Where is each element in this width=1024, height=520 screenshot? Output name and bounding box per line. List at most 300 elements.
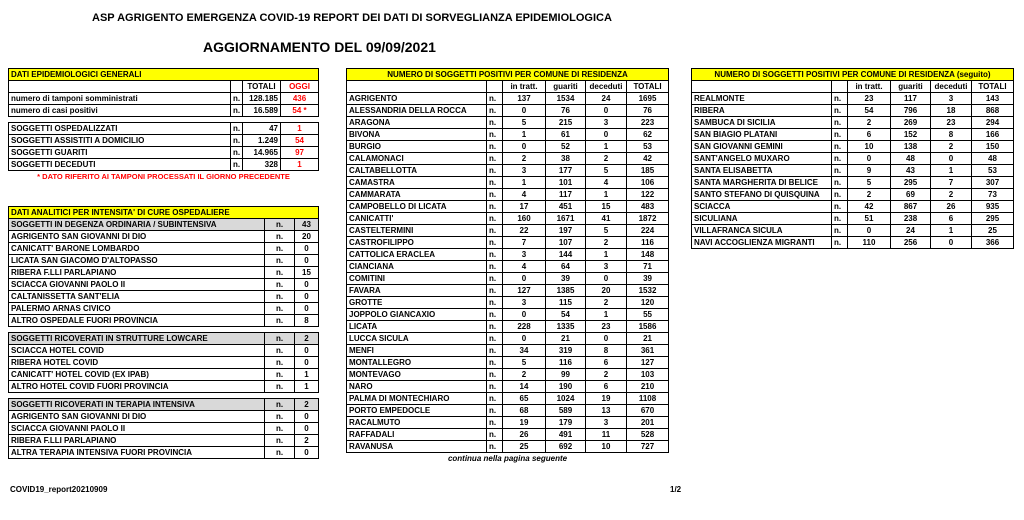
footer-filename: COVID19_report20210909	[10, 485, 108, 494]
in-trattamento: 3	[503, 297, 546, 309]
totale: 71	[627, 261, 669, 273]
guariti: 256	[891, 237, 931, 249]
table-row	[347, 417, 669, 429]
table-row	[347, 237, 669, 249]
comune-name: SAMBUCA DI SICILIA	[692, 117, 832, 129]
row-label: SCIACCA HOTEL COVID	[9, 345, 265, 357]
totale: 223	[627, 117, 669, 129]
comune-name: FAVARA	[347, 285, 487, 297]
table-row	[692, 237, 1014, 249]
in-trattamento: 4	[503, 189, 546, 201]
totale: 62	[627, 129, 669, 141]
table-row	[9, 423, 319, 435]
col-header: deceduti	[931, 81, 972, 93]
row-value: 0	[295, 255, 319, 267]
table-row	[9, 255, 319, 267]
row-unit: n.	[487, 177, 503, 189]
deceduti: 3	[586, 117, 627, 129]
guariti: 48	[891, 153, 931, 165]
guariti: 21	[546, 333, 586, 345]
totale: 210	[627, 381, 669, 393]
row-unit: n.	[265, 435, 295, 447]
row-label: AGRIGENTO SAN GIOVANNI DI DIO	[9, 411, 265, 423]
guariti: 692	[546, 441, 586, 453]
row-today: 54 *	[281, 105, 319, 117]
in-trattamento: 51	[848, 213, 891, 225]
table-row	[347, 225, 669, 237]
totale: 1108	[627, 393, 669, 405]
row-total: 14.965	[243, 147, 281, 159]
row-unit: n.	[487, 213, 503, 225]
row-unit: n.	[832, 201, 848, 213]
row-label: SCIACCA GIOVANNI PAOLO II	[9, 279, 265, 291]
guariti: 1385	[546, 285, 586, 297]
table-row	[347, 357, 669, 369]
row-unit: n.	[487, 345, 503, 357]
section-head-label: SOGGETTI RICOVERATI IN TERAPIA INTENSIVA	[9, 399, 265, 411]
row-unit: n.	[487, 297, 503, 309]
in-trattamento: 9	[848, 165, 891, 177]
in-trattamento: 6	[848, 129, 891, 141]
row-unit: n.	[487, 357, 503, 369]
row-unit: n.	[265, 231, 295, 243]
in-trattamento: 65	[503, 393, 546, 405]
guariti: 589	[546, 405, 586, 417]
in-trattamento: 5	[503, 357, 546, 369]
comune-name: REALMONTE	[692, 93, 832, 105]
in-trattamento: 1	[503, 177, 546, 189]
comuni-header-row	[692, 81, 1014, 93]
row-unit: n.	[265, 369, 295, 381]
totale: 76	[627, 105, 669, 117]
col-header: in tratt.	[503, 81, 546, 93]
row-total: 128.185	[243, 93, 281, 105]
table-row	[9, 147, 319, 159]
table-row	[9, 447, 319, 459]
row-unit: n.	[265, 381, 295, 393]
table-row	[347, 153, 669, 165]
totale: 1872	[627, 213, 669, 225]
row-value: 15	[295, 267, 319, 279]
col-header-totali: TOTALI	[243, 81, 281, 93]
totale: 150	[972, 141, 1014, 153]
row-unit: n.	[265, 267, 295, 279]
in-trattamento: 0	[503, 273, 546, 285]
guariti: 115	[546, 297, 586, 309]
totale: 116	[627, 237, 669, 249]
row-value: 0	[295, 411, 319, 423]
in-trattamento: 3	[503, 249, 546, 261]
section-head-row	[9, 219, 319, 231]
row-value: 2	[295, 435, 319, 447]
in-trattamento: 160	[503, 213, 546, 225]
table-row	[9, 123, 319, 135]
row-unit: n.	[265, 411, 295, 423]
deceduti: 5	[586, 225, 627, 237]
table-row	[347, 165, 669, 177]
row-unit: n.	[487, 417, 503, 429]
table-row	[347, 249, 669, 261]
row-unit: n.	[487, 321, 503, 333]
section-head-value: 2	[295, 333, 319, 345]
table-row	[347, 405, 669, 417]
row-label: CANICATT' BARONE LOMBARDO	[9, 243, 265, 255]
totale: 103	[627, 369, 669, 381]
guariti: 117	[891, 93, 931, 105]
in-trattamento: 0	[503, 141, 546, 153]
comune-name: RAVANUSA	[347, 441, 487, 453]
comune-name: PORTO EMPEDOCLE	[347, 405, 487, 417]
table-row	[9, 105, 319, 117]
row-label: CANICATT' HOTEL COVID (EX IPAB)	[9, 369, 265, 381]
comune-name: COMITINI	[347, 273, 487, 285]
row-unit: n.	[832, 165, 848, 177]
deceduti: 10	[586, 441, 627, 453]
comune-name: SAN GIOVANNI GEMINI	[692, 141, 832, 153]
guariti: 64	[546, 261, 586, 273]
table-row	[692, 189, 1014, 201]
col-header: in tratt.	[848, 81, 891, 93]
row-unit: n.	[265, 399, 295, 411]
comune-name: NARO	[347, 381, 487, 393]
deceduti: 1	[586, 189, 627, 201]
guariti: 138	[891, 141, 931, 153]
row-unit: n.	[832, 177, 848, 189]
totale: 21	[627, 333, 669, 345]
in-trattamento: 127	[503, 285, 546, 297]
comune-name: AGRIGENTO	[347, 93, 487, 105]
table-row	[9, 369, 319, 381]
comune-name: SCIACCA	[692, 201, 832, 213]
table-row	[9, 135, 319, 147]
general-data-table	[8, 68, 319, 183]
table-row	[9, 231, 319, 243]
row-label: ALTRA TERAPIA INTENSIVA FUORI PROVINCIA	[9, 447, 265, 459]
col-header: guariti	[891, 81, 931, 93]
guariti: 144	[546, 249, 586, 261]
section-title: NUMERO DI SOGGETTI POSITIVI PER COMUNE DI RESIDENZA	[347, 69, 669, 81]
table-row	[692, 93, 1014, 105]
comune-name: VILLAFRANCA SICULA	[692, 225, 832, 237]
in-trattamento: 19	[503, 417, 546, 429]
col-header: TOTALI	[972, 81, 1014, 93]
comune-name: MONTEVAGO	[347, 369, 487, 381]
deceduti: 3	[931, 93, 972, 105]
deceduti: 4	[586, 177, 627, 189]
footnote: * DATO RIFERITO AI TAMPONI PROCESSATI IL GIORNO PRECEDENTE	[37, 171, 290, 181]
row-unit: n.	[487, 141, 503, 153]
comune-name: CIANCIANA	[347, 261, 487, 273]
section-title: DATI EPIDEMIOLOGICI GENERALI	[9, 69, 319, 81]
deceduti: 13	[586, 405, 627, 417]
row-label: numero di tamponi somministrati	[9, 93, 231, 105]
deceduti: 2	[931, 189, 972, 201]
table-row	[9, 357, 319, 369]
totale: 53	[627, 141, 669, 153]
guariti: 1671	[546, 213, 586, 225]
comune-name: SAN BIAGIO PLATANI	[692, 129, 832, 141]
row-label: SOGGETTI ASSISTITI A DOMICILIO	[9, 135, 231, 147]
empty-cell	[347, 81, 487, 93]
row-today: 1	[281, 159, 319, 171]
row-unit: n.	[487, 117, 503, 129]
in-trattamento: 2	[503, 153, 546, 165]
row-unit: n.	[487, 273, 503, 285]
col-header: TOTALI	[627, 81, 669, 93]
row-label: SOGGETTI GUARITI	[9, 147, 231, 159]
totale: 670	[627, 405, 669, 417]
deceduti: 2	[586, 369, 627, 381]
table-row	[347, 129, 669, 141]
comune-name: RACALMUTO	[347, 417, 487, 429]
totale: 127	[627, 357, 669, 369]
totale: 122	[627, 189, 669, 201]
section-title: NUMERO DI SOGGETTI POSITIVI PER COMUNE DI RESIDENZA (seguito)	[692, 69, 1014, 81]
row-label: SCIACCA GIOVANNI PAOLO II	[9, 423, 265, 435]
row-value: 0	[295, 423, 319, 435]
comune-name: RIBERA	[692, 105, 832, 117]
totale: 361	[627, 345, 669, 357]
row-label: PALERMO ARNAS CIVICO	[9, 303, 265, 315]
comuni-table-1	[346, 68, 669, 465]
table-row	[692, 165, 1014, 177]
in-trattamento: 4	[503, 261, 546, 273]
in-trattamento: 0	[848, 153, 891, 165]
in-trattamento: 0	[848, 225, 891, 237]
guariti: 867	[891, 201, 931, 213]
table-row	[9, 267, 319, 279]
totale: 1586	[627, 321, 669, 333]
row-unit: n.	[487, 249, 503, 261]
comune-name: LUCCA SICULA	[347, 333, 487, 345]
col-header: guariti	[546, 81, 586, 93]
totale: 185	[627, 165, 669, 177]
row-unit: n.	[487, 429, 503, 441]
in-trattamento: 34	[503, 345, 546, 357]
comune-name: SANTA MARGHERITA DI BELICE	[692, 177, 832, 189]
guariti: 451	[546, 201, 586, 213]
row-unit: n.	[832, 189, 848, 201]
comune-name: SANTA ELISABETTA	[692, 165, 832, 177]
comune-name: CAMMARATA	[347, 189, 487, 201]
deceduti: 5	[586, 165, 627, 177]
row-label: numero di casi positivi	[9, 105, 231, 117]
deceduti: 1	[931, 225, 972, 237]
row-unit: n.	[487, 165, 503, 177]
row-unit: n.	[487, 441, 503, 453]
row-unit: n.	[832, 141, 848, 153]
comune-name: LICATA	[347, 321, 487, 333]
guariti: 1024	[546, 393, 586, 405]
totale: 727	[627, 441, 669, 453]
table-row	[9, 93, 319, 105]
table-row	[692, 117, 1014, 129]
table-row	[9, 435, 319, 447]
in-trattamento: 26	[503, 429, 546, 441]
row-unit: n.	[487, 105, 503, 117]
comune-name: NAVI ACCOGLIENZA MIGRANTI	[692, 237, 832, 249]
in-trattamento: 0	[503, 333, 546, 345]
in-trattamento: 25	[503, 441, 546, 453]
deceduti: 1	[931, 165, 972, 177]
deceduti: 2	[586, 153, 627, 165]
totale: 42	[627, 153, 669, 165]
row-value: 0	[295, 447, 319, 459]
row-unit: n.	[487, 189, 503, 201]
deceduti: 26	[931, 201, 972, 213]
row-unit: n.	[487, 405, 503, 417]
row-unit: n.	[487, 261, 503, 273]
deceduti: 0	[586, 129, 627, 141]
table-row	[692, 177, 1014, 189]
comune-name: RAFFADALI	[347, 429, 487, 441]
comune-name: ARAGONA	[347, 117, 487, 129]
table-row	[692, 105, 1014, 117]
row-unit: n.	[265, 447, 295, 459]
deceduti: 7	[931, 177, 972, 189]
row-label: CALTANISSETTA SANT'ELIA	[9, 291, 265, 303]
row-unit: n.	[265, 291, 295, 303]
comune-name: CAMPOBELLO DI LICATA	[347, 201, 487, 213]
table-row	[9, 381, 319, 393]
guariti: 38	[546, 153, 586, 165]
comune-name: CAMASTRA	[347, 177, 487, 189]
row-today: 1	[281, 123, 319, 135]
row-unit: n.	[487, 333, 503, 345]
row-total: 47	[243, 123, 281, 135]
totale: 224	[627, 225, 669, 237]
section-head-label: SOGGETTI IN DEGENZA ORDINARIA / SUBINTENSIVA	[9, 219, 265, 231]
totale: 294	[972, 117, 1014, 129]
table-row	[347, 381, 669, 393]
row-unit: n.	[832, 213, 848, 225]
deceduti: 23	[931, 117, 972, 129]
row-label: SOGGETTI OSPEDALIZZATI	[9, 123, 231, 135]
row-unit: n.	[487, 369, 503, 381]
guariti: 24	[891, 225, 931, 237]
totale: 868	[972, 105, 1014, 117]
totale: 166	[972, 129, 1014, 141]
in-trattamento: 17	[503, 201, 546, 213]
guariti: 107	[546, 237, 586, 249]
guariti: 54	[546, 309, 586, 321]
row-unit: n.	[487, 309, 503, 321]
row-unit: n.	[832, 93, 848, 105]
in-trattamento: 14	[503, 381, 546, 393]
table-row	[347, 261, 669, 273]
in-trattamento: 7	[503, 237, 546, 249]
totale: 366	[972, 237, 1014, 249]
table-row	[692, 141, 1014, 153]
table-row	[347, 93, 669, 105]
empty-cell	[692, 81, 832, 93]
empty-cell	[832, 81, 848, 93]
in-trattamento: 137	[503, 93, 546, 105]
in-trattamento: 54	[848, 105, 891, 117]
care-title-row	[9, 207, 319, 219]
row-unit: n.	[231, 135, 243, 147]
in-trattamento: 23	[848, 93, 891, 105]
totale: 55	[627, 309, 669, 321]
deceduti: 0	[931, 153, 972, 165]
deceduti: 11	[586, 429, 627, 441]
deceduti: 2	[586, 237, 627, 249]
comune-name: MENFI	[347, 345, 487, 357]
guariti: 61	[546, 129, 586, 141]
deceduti: 3	[586, 261, 627, 273]
deceduti: 41	[586, 213, 627, 225]
guariti: 190	[546, 381, 586, 393]
guariti: 179	[546, 417, 586, 429]
deceduti: 0	[586, 105, 627, 117]
table-row	[347, 285, 669, 297]
deceduti: 6	[586, 381, 627, 393]
row-value: 0	[295, 345, 319, 357]
table-row	[692, 213, 1014, 225]
in-trattamento: 110	[848, 237, 891, 249]
row-unit: n.	[265, 279, 295, 291]
section-head-row	[9, 333, 319, 345]
comune-name: CASTROFILIPPO	[347, 237, 487, 249]
col-header-oggi: OGGI	[281, 81, 319, 93]
row-value: 1	[295, 381, 319, 393]
guariti: 43	[891, 165, 931, 177]
deceduti: 1	[586, 309, 627, 321]
row-unit: n.	[832, 225, 848, 237]
table-row	[347, 441, 669, 453]
totale: 483	[627, 201, 669, 213]
table-row	[347, 105, 669, 117]
row-unit: n.	[231, 123, 243, 135]
guariti: 99	[546, 369, 586, 381]
care-intensity-table	[8, 206, 319, 459]
table-row	[347, 345, 669, 357]
row-unit: n.	[265, 315, 295, 327]
comune-name: PALMA DI MONTECHIARO	[347, 393, 487, 405]
guariti: 52	[546, 141, 586, 153]
table-row	[692, 129, 1014, 141]
row-label: RIBERA F.LLI PARLAPIANO	[9, 267, 265, 279]
totale: 935	[972, 201, 1014, 213]
table-row	[347, 273, 669, 285]
table-row	[9, 279, 319, 291]
deceduti: 6	[931, 213, 972, 225]
in-trattamento: 0	[503, 105, 546, 117]
row-unit: n.	[231, 159, 243, 171]
deceduti: 0	[931, 237, 972, 249]
guariti: 197	[546, 225, 586, 237]
comune-name: CANICATTI'	[347, 213, 487, 225]
deceduti: 3	[586, 417, 627, 429]
comune-name: CASTELTERMINI	[347, 225, 487, 237]
deceduti: 8	[931, 129, 972, 141]
totale: 25	[972, 225, 1014, 237]
row-today: 436	[281, 93, 319, 105]
col-header: deceduti	[586, 81, 627, 93]
row-unit: n.	[487, 393, 503, 405]
empty-cell	[231, 81, 243, 93]
guariti: 69	[891, 189, 931, 201]
comune-name: CALAMONACI	[347, 153, 487, 165]
totale: 1695	[627, 93, 669, 105]
guariti: 295	[891, 177, 931, 189]
row-unit: n.	[832, 237, 848, 249]
table-row	[347, 369, 669, 381]
row-label: RIBERA F.LLI PARLAPIANO	[9, 435, 265, 447]
table-row	[347, 309, 669, 321]
table-row	[347, 321, 669, 333]
totale: 48	[972, 153, 1014, 165]
